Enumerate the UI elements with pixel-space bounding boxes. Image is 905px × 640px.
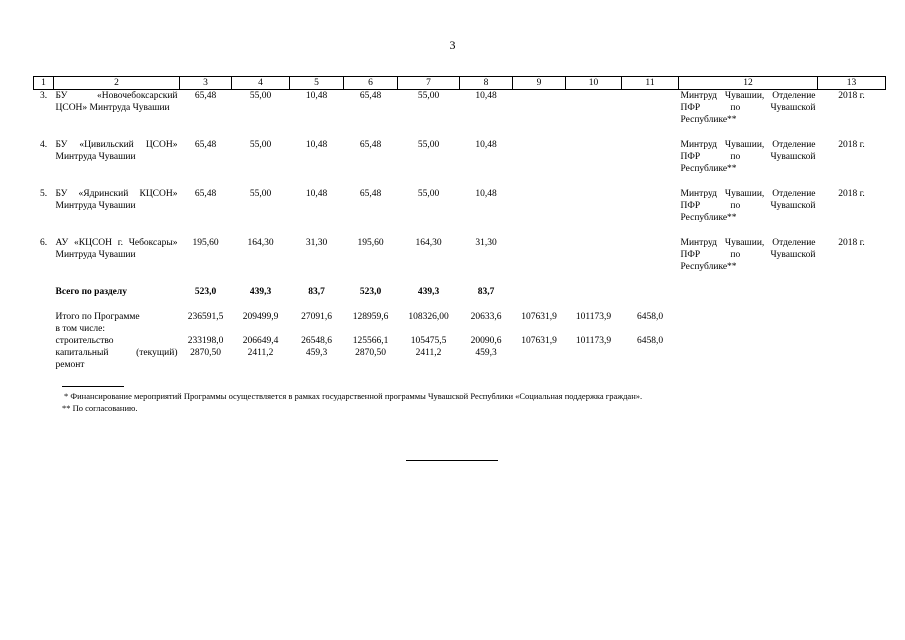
cell-value: 27091,6 [301,312,332,322]
cell-value: 26548,6 [301,336,332,346]
section-total-row [34,286,886,298]
column-header: 12 [679,77,818,90]
cell-value: 31,30 [305,238,328,248]
table-row [34,139,886,175]
cell-value: 2411,2 [247,348,274,358]
footnote-financing: * Финансирование мероприятий Программы осуществляется в рамках государственной программы Чувашской Республики «Социальная поддержка граждан». [64,391,643,401]
cell-value: 101173,9 [575,312,612,322]
cell-value [513,188,566,224]
program-table [33,76,886,371]
executor-cell: Минтруд Чувашии, Отделение ПФР по Чувашской Республике** [680,140,816,174]
institution-name: БУ «Новочебоксарский ЦСОН» Минтруда Чувашии [55,91,178,113]
section-total-label: Всего по разделу [55,287,127,297]
cell-value: 2411,2 [415,348,442,358]
institution-name: БУ «Ядринский КЦСОН» Минтруда Чувашии [55,189,178,211]
spacer-row [34,224,886,237]
cell-value: 164,30 [247,238,274,248]
page-number: 3 [449,38,456,52]
column-header: 1 [34,77,54,90]
program-total-row [34,311,886,335]
year-cell: 2018 г. [838,238,865,248]
cell-value: 10,48 [475,140,497,150]
cell-value: 55,00 [417,91,440,101]
cell-value: 439,3 [249,287,272,297]
cell-value: 439,3 [417,287,440,297]
including-label: в том числе: [55,324,106,334]
cell-value: 206649,4 [242,336,279,346]
cell-value: 65,48 [359,189,382,199]
cell-value: 195,60 [357,238,384,248]
cell-value: 523,0 [194,287,217,297]
repair-label: капитальный (текущий) ремонт [55,348,178,370]
footnote-agreement: ** По согласованию. [62,403,138,413]
row-number: 6. [39,238,48,248]
cell-value: 209499,9 [242,312,279,322]
row-number: 5. [39,189,48,199]
cell-value: 195,60 [192,238,219,248]
column-header: 3 [180,77,232,90]
cell-value: 233198,0 [187,336,224,346]
column-header: 7 [398,77,460,90]
footnote-divider [62,386,124,387]
construction-label: строительство [55,336,114,346]
column-header: 13 [818,77,886,90]
cell-value [622,237,679,273]
cell-value [566,237,622,273]
cell-value: 55,00 [417,140,440,150]
cell-value: 31,30 [475,238,497,248]
header-row [34,77,886,90]
table-row [34,237,886,273]
cell-value: 10,48 [475,91,497,101]
repair-row [34,347,886,371]
cell-value [566,139,622,175]
cell-value: 2870,50 [190,348,221,358]
cell-value: 65,48 [194,189,217,199]
cell-value: 105475,5 [410,336,447,346]
cell-value [622,90,679,127]
cell-value: 108326,00 [408,312,449,322]
executor-cell: Минтруд Чувашии, Отделение ПФР по Чувашской Республике** [680,91,816,125]
cell-value: 65,48 [359,91,382,101]
cell-value: 459,3 [475,348,497,358]
cell-value: 55,00 [249,189,272,199]
cell-value: 20090,6 [470,336,502,346]
cell-value: 65,48 [194,91,217,101]
cell-value: 164,30 [415,238,442,248]
year-cell: 2018 г. [838,91,865,101]
year-cell: 2018 г. [838,140,865,150]
cell-value [513,90,566,127]
column-header: 10 [566,77,622,90]
cell-value: 83,7 [308,287,325,297]
cell-value: 107631,9 [521,336,557,346]
construction-row [34,335,886,347]
executor-cell: Минтруд Чувашии, Отделение ПФР по Чувашской Республике** [680,238,816,272]
column-header: 4 [232,77,290,90]
institution-name: БУ «Цивильский ЦСОН» Минтруда Чувашии [55,140,178,162]
cell-value [622,139,679,175]
column-header: 9 [513,77,566,90]
row-number: 3. [39,91,48,101]
spacer-row [34,273,886,286]
column-header: 6 [344,77,398,90]
spacer-row [34,298,886,311]
year-cell: 2018 г. [838,189,865,199]
column-header: 11 [622,77,679,90]
column-header: 8 [460,77,513,90]
cell-value: 236591,5 [187,312,224,322]
cell-value: 65,48 [359,140,382,150]
institution-name: АУ «КЦСОН г. Чебоксары» Минтруда Чувашии [55,238,178,260]
cell-value: 523,0 [359,287,382,297]
row-number: 4. [39,140,48,150]
cell-value: 55,00 [417,189,440,199]
cell-value: 128959,6 [352,312,389,322]
cell-value [622,188,679,224]
cell-value: 125566,1 [352,336,389,346]
cell-value: 83,7 [477,287,495,297]
cell-value: 459,3 [305,348,328,358]
cell-value: 107631,9 [521,312,557,322]
table-row [34,90,886,127]
column-header: 2 [54,77,180,90]
cell-value: 10,48 [305,140,328,150]
cell-value [513,237,566,273]
cell-value: 65,48 [194,140,217,150]
spacer-row [34,126,886,139]
cell-value: 6458,0 [636,336,664,346]
end-divider [406,460,498,461]
cell-value [566,90,622,127]
cell-value: 55,00 [249,91,272,101]
column-header: 5 [290,77,344,90]
cell-value [513,139,566,175]
cell-value: 101173,9 [575,336,612,346]
cell-value [566,188,622,224]
cell-value: 55,00 [249,140,272,150]
cell-value: 6458,0 [636,312,664,322]
executor-cell: Минтруд Чувашии, Отделение ПФР по Чувашской Республике** [680,189,816,223]
cell-value: 20633,6 [470,312,502,322]
table-row [34,188,886,224]
cell-value: 10,48 [305,189,328,199]
spacer-row [34,175,886,188]
cell-value: 10,48 [475,189,497,199]
cell-value: 2870,50 [355,348,386,358]
program-total-label: Итого по Программе в том числе: [55,312,140,334]
cell-value: 10,48 [305,91,328,101]
